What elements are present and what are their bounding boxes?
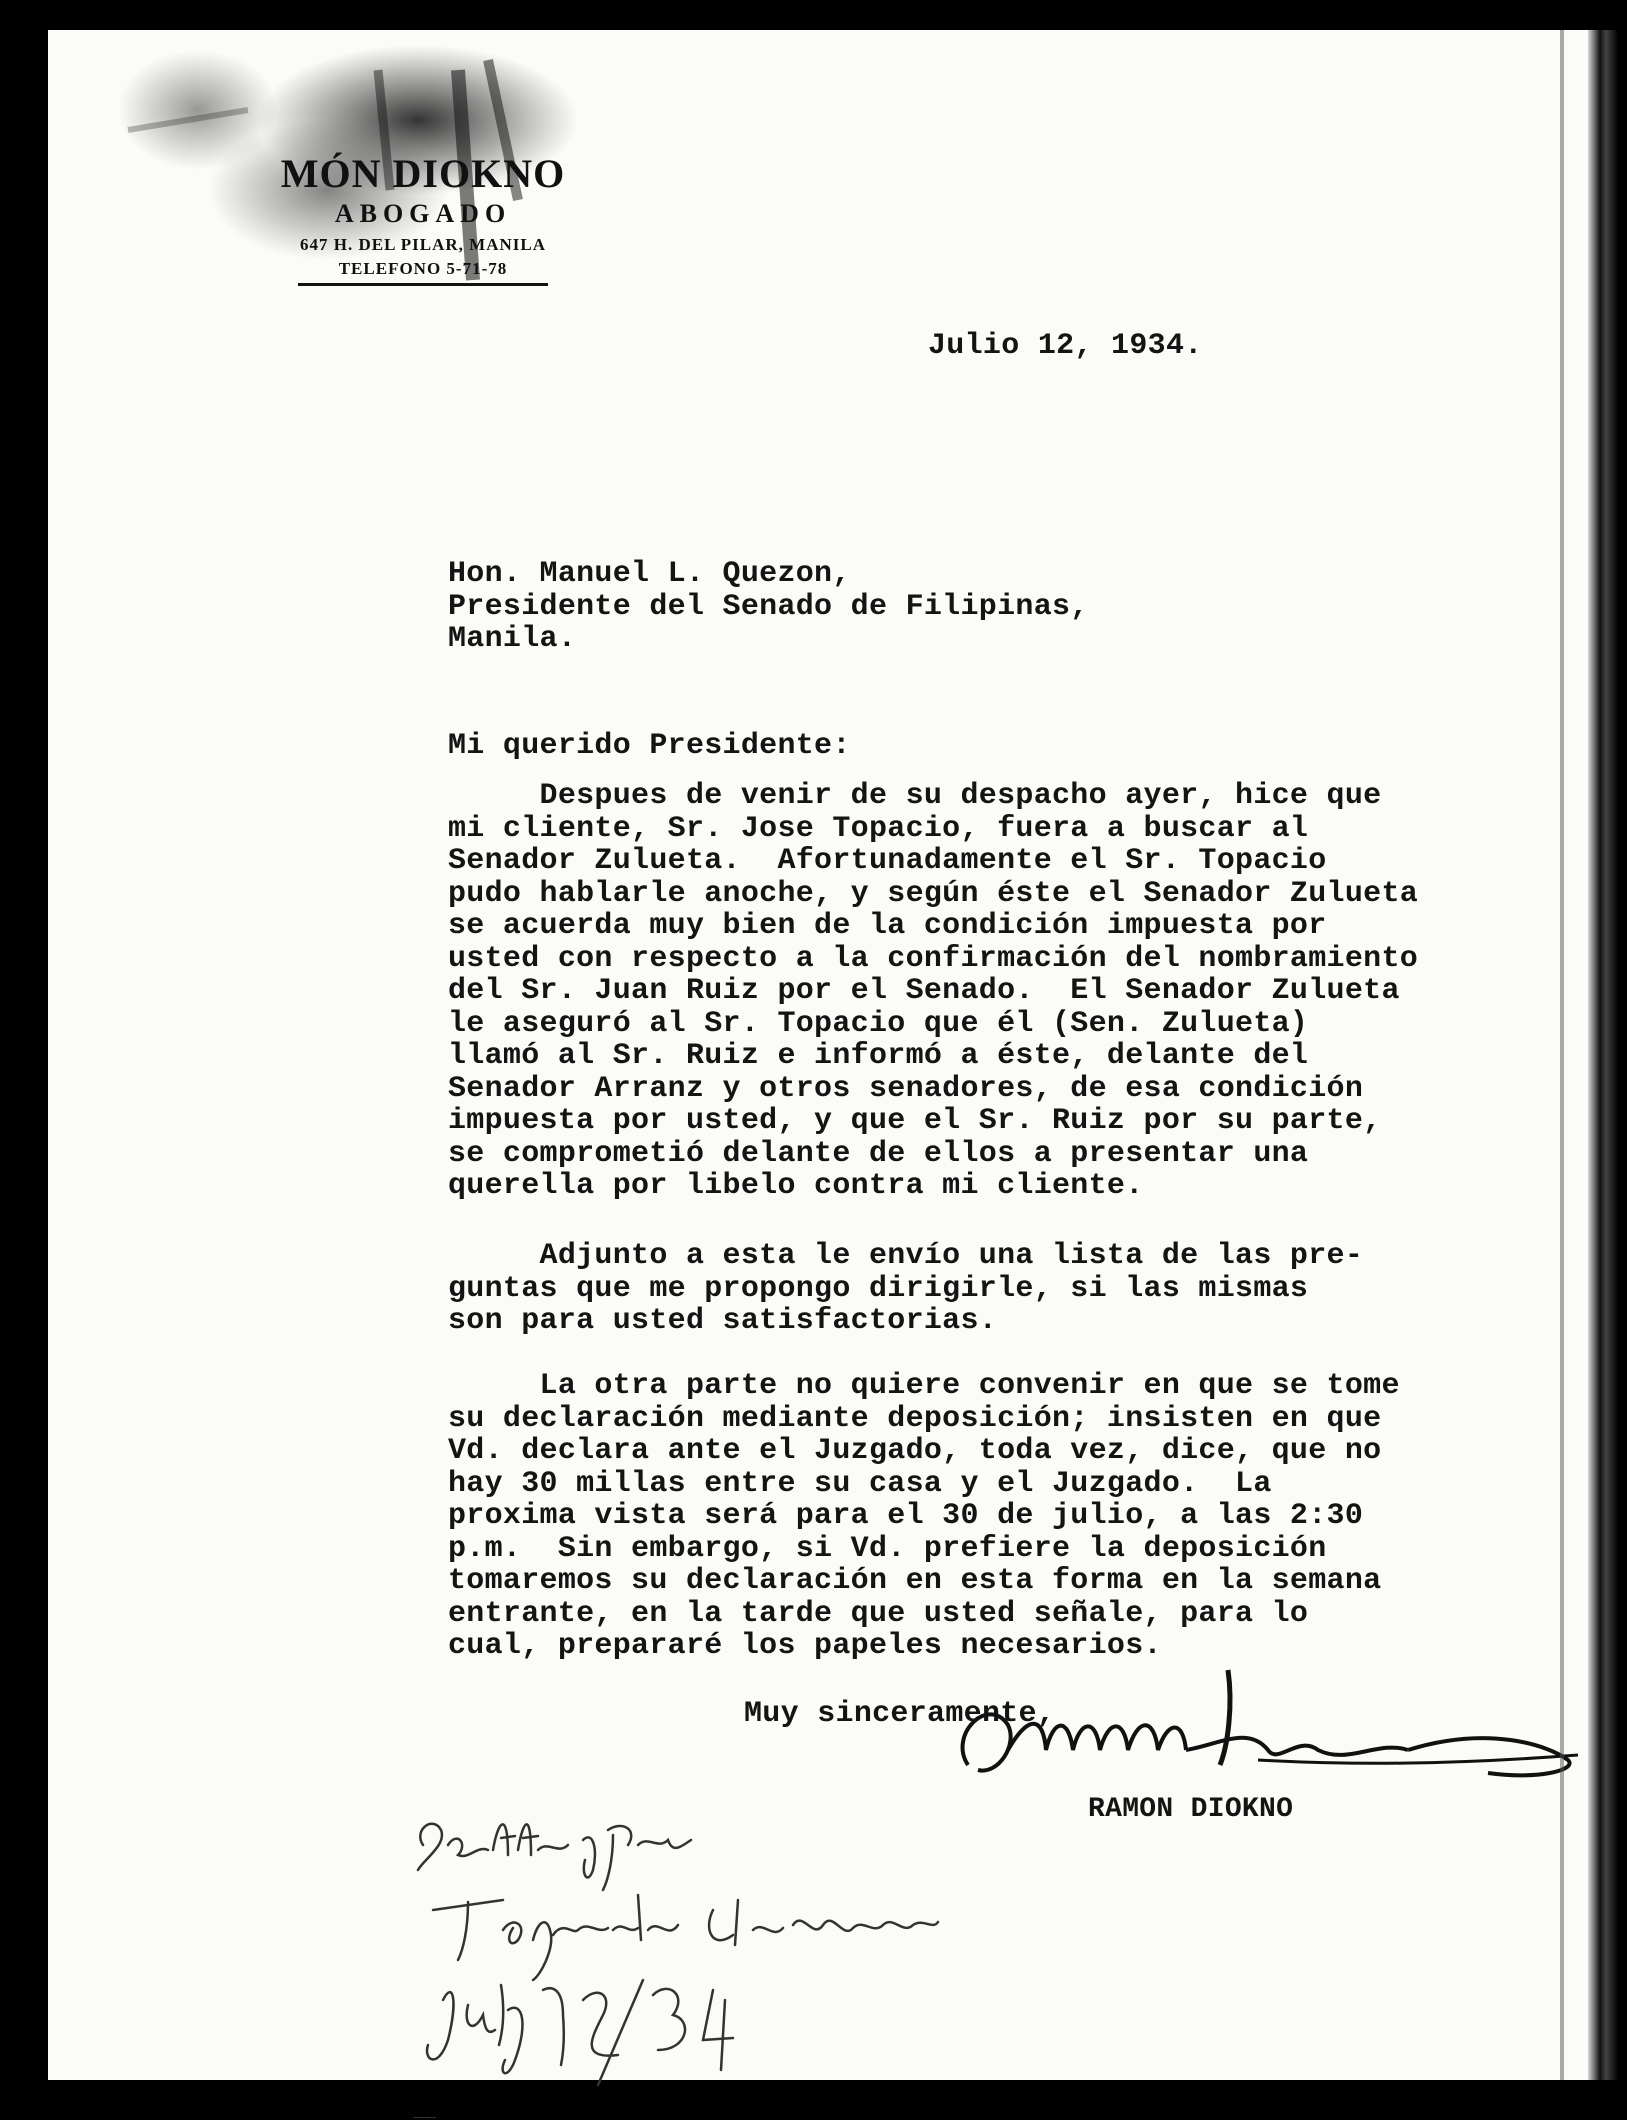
- letterhead-name: MÓN DIOKNO: [280, 151, 566, 196]
- letter-date: Julio 12, 1934.: [928, 329, 1203, 363]
- recipient-line: Presidente del Senado de Filipinas,: [448, 589, 1089, 624]
- body-paragraph: Despues de venir de su despacho ayer, hice que mi cliente, Sr. Jose Topacio, fuera a buscar al Senador Zulueta. Afortunadamente el Sr. Topacio pudo hablarle anoche, y según éste el Senador Zulueta se acuerda muy bien de la condición impuesta por usted con respecto a la confirmación del nombramiento del Sr. Juan Ruiz por el Senado. El Senador Zulueta le aseguró al Sr. Topacio que él (Sen. Zulueta) llamó al Sr. Ruiz e informó a éste, delante del Senador Arranz y otros senadores, de esa condición impuesta por usted, y que el Sr. Ruiz por su parte, se comprometió delante de ellos a presentar una querella por libelo contra mi cliente.: [448, 779, 1419, 1203]
- letterhead-address: 647 H. DEL PILAR, MANILA: [300, 235, 546, 254]
- recipient-block: [448, 558, 1089, 656]
- closing: Muy sinceramente,: [744, 1697, 1056, 1731]
- salutation: Mi querido Presidente:: [448, 729, 851, 763]
- letterhead-rule: [298, 283, 548, 286]
- letterhead: [188, 150, 658, 286]
- recipient-line: Hon. Manuel L. Quezon,: [448, 557, 851, 591]
- signer-name: RAMON DIOKNO: [1088, 1794, 1294, 1825]
- recipient-line: Manila.: [448, 622, 577, 656]
- handwritten-annotation-text: See letter of Jose Topacio and enclosure July 12/34: [413, 2118, 436, 2119]
- body-paragraph: La otra parte no quiere convenir en que se tome su declaración mediante deposición; insisten en que Vd. declara ante el Juzgado, toda vez, dice, que no hay 30 millas entre su casa y el Juzgado. La proxima vista será para el 30 de julio, a las 2:30 p.m. Sin embargo, si Vd. prefiere la deposición tomaremos su declaración en esta forma en la semana entrante, en la tarde que usted señale, para lo cual, prepararé los papeles necesarios.: [448, 1369, 1400, 1663]
- handwritten-annotation: [413, 1800, 1113, 2120]
- letterhead-title: ABOGADO: [334, 199, 512, 228]
- letterhead-phone: TELEFONO 5-71-78: [338, 259, 508, 278]
- body-paragraph: Adjunto a esta le envío una lista de las pre- guntas que me propongo dirigirle, si las mismas son para usted satisfactorias.: [448, 1239, 1364, 1338]
- letter-page: [48, 30, 1588, 2119]
- handwritten-signature: [928, 1655, 1608, 1805]
- page-edge: [1588, 30, 1618, 2080]
- scan-artifact: [1560, 30, 1564, 2080]
